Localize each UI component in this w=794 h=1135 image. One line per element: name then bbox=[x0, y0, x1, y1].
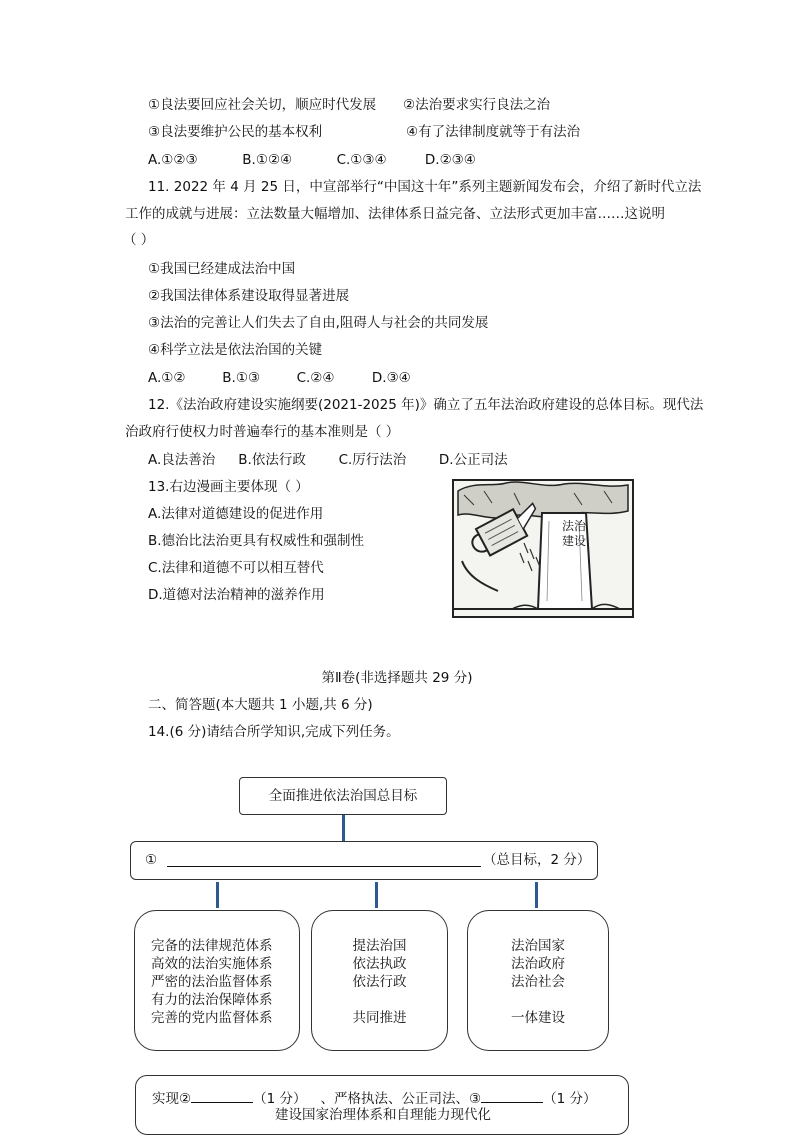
diagram-goal-box bbox=[130, 841, 598, 880]
q11-stem-line2: 工作的成就与进展：立法数量大幅增加、法律体系日益完备、立法形式更加丰富……这说明 bbox=[125, 206, 665, 222]
choice-d: D.③④ bbox=[371, 370, 411, 386]
blank-2[interactable] bbox=[191, 1088, 253, 1103]
system-line-4: 有力的法治保障体系 bbox=[151, 992, 273, 1008]
q13-choice-c: C.法律和道德不可以相互替代 bbox=[148, 560, 324, 576]
connector-top bbox=[342, 815, 345, 841]
section-heading: 二、简答题(本大题共 1 小题,共 6 分) bbox=[148, 697, 373, 713]
cartoon-char-2: 治 bbox=[574, 519, 587, 533]
q10-choices bbox=[148, 151, 476, 169]
cartoon-char-4: 设 bbox=[574, 534, 587, 548]
blank-3[interactable] bbox=[481, 1088, 543, 1103]
integrate-line-5: 一体建设 bbox=[511, 1010, 565, 1026]
goal-number: ① bbox=[145, 852, 158, 868]
q14-stem: 14.(6 分)请结合所学知识,完成下列任务。 bbox=[148, 724, 400, 740]
q11-stem-line1: 11. 2022 年 4 月 25 日，中宣部举行“中国这十年”系列主题新闻发布会，介绍了新时代立法 bbox=[148, 179, 702, 195]
bottom-line-2: 建设国家治理体系和自理能力现代化 bbox=[275, 1107, 491, 1123]
system-line-1: 完备的法律规范体系 bbox=[151, 938, 273, 954]
connector-left bbox=[216, 882, 219, 908]
choice-a: A.良法善治 bbox=[148, 452, 216, 468]
choice-a: A.①② bbox=[148, 370, 186, 386]
q11-item-1: ①我国已经建成法治中国 bbox=[148, 261, 296, 277]
promote-line-3: 依法行政 bbox=[352, 974, 407, 990]
choice-d: D.②③④ bbox=[424, 152, 476, 168]
q13-choice-d: D.道德对法治精神的滋养作用 bbox=[148, 587, 325, 603]
diagram-box-promote bbox=[311, 910, 448, 1051]
q12-stem-line1: 12.《法治政府建设实施纲要(2021-2025 年)》确立了五年法治政府建设的总体目标。现代法 bbox=[148, 397, 704, 413]
system-line-2: 高效的法治实施体系 bbox=[151, 956, 273, 972]
part2-title: 第Ⅱ卷(非选择题共 29 分) bbox=[321, 670, 473, 686]
connector-right bbox=[535, 882, 538, 908]
cartoon-char-3: 建 bbox=[561, 534, 574, 548]
q11-item-4: ④科学立法是依法治国的关键 bbox=[148, 342, 323, 358]
system-line-5: 完善的党内监督体系 bbox=[151, 1010, 273, 1026]
diagram-box-systems bbox=[134, 910, 300, 1051]
q11-answer-paren: （ ） bbox=[123, 232, 155, 248]
cartoon-image bbox=[452, 479, 634, 618]
choice-b: B.依法行政 bbox=[238, 452, 306, 468]
q13-choice-b: B.德治比法治更具有权威性和强制性 bbox=[148, 533, 365, 549]
choice-b: B.①③ bbox=[222, 370, 261, 386]
q10-option-1: ①良法要回应社会关切，顺应时代发展 bbox=[148, 97, 377, 113]
bottom-line-1 bbox=[152, 1088, 597, 1108]
choice-b: B.①②④ bbox=[242, 152, 293, 168]
promote-line-2: 依法执政 bbox=[352, 956, 407, 972]
q12-choices bbox=[148, 451, 508, 469]
q10-option-4: ④有了法律制度就等于有法治 bbox=[406, 124, 581, 140]
q13-stem: 13.右边漫画主要体现（ ） bbox=[148, 479, 309, 495]
integrate-spacer bbox=[468, 991, 608, 1009]
cartoon-drawing bbox=[454, 481, 632, 616]
connector-mid bbox=[375, 882, 378, 908]
promote-spacer bbox=[312, 991, 447, 1009]
diagram-bottom-box bbox=[135, 1075, 629, 1135]
promote-line-1: 提法治国 bbox=[352, 938, 407, 954]
q10-option-3: ③良法要维护公民的基本权利 bbox=[148, 124, 323, 140]
diagram-top-box: 全面推进依法治国总目标 bbox=[239, 777, 447, 815]
q10-option-2: ②法治要求实行良法之治 bbox=[403, 97, 551, 113]
goal-note: （总目标，2 分） bbox=[483, 852, 591, 868]
cartoon-char-1: 法 bbox=[561, 519, 574, 533]
q11-item-2: ②我国法律体系建设取得显著进展 bbox=[148, 288, 350, 304]
choice-a: A.①②③ bbox=[148, 152, 198, 168]
bottom-part-d: （1 分） bbox=[543, 1091, 597, 1107]
choice-c: C.厉行法治 bbox=[338, 452, 407, 468]
q13-choice-a: A.法律对道德建设的促进作用 bbox=[148, 506, 324, 522]
system-line-3: 严密的法治监督体系 bbox=[151, 974, 273, 990]
choice-c: C.②④ bbox=[296, 370, 335, 386]
diagram-box-integrate bbox=[467, 910, 609, 1051]
q12-stem-line2: 治政府行使权力时普遍奉行的基本准则是（ ） bbox=[125, 424, 400, 440]
q11-item-3: ③法治的完善让人们失去了自由,阻碍人与社会的共同发展 bbox=[148, 315, 489, 331]
integrate-line-1: 法治国家 bbox=[511, 938, 565, 954]
bottom-part-c: 、严格执法、公正司法、③ bbox=[320, 1091, 482, 1107]
bottom-part-a: 实现② bbox=[152, 1091, 192, 1107]
integrate-line-3: 法治社会 bbox=[511, 974, 565, 990]
q11-choices bbox=[148, 369, 411, 387]
bottom-part-b: （1 分） bbox=[253, 1091, 307, 1107]
choice-c: C.①③④ bbox=[336, 152, 387, 168]
choice-d: D.公正司法 bbox=[438, 452, 508, 468]
cartoon-label bbox=[556, 519, 592, 549]
integrate-line-2: 法治政府 bbox=[511, 956, 565, 972]
goal-blank[interactable] bbox=[167, 852, 481, 867]
promote-line-5: 共同推进 bbox=[352, 1010, 407, 1026]
